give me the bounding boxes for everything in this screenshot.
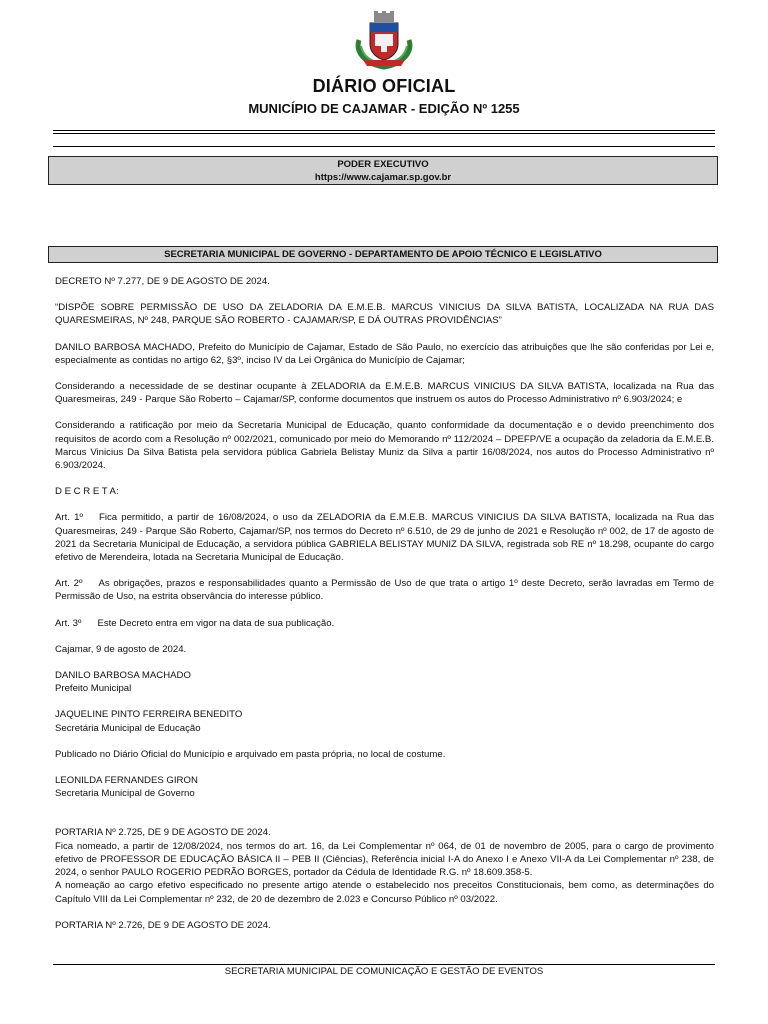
article-text: Este Decreto entra em vigor na data de sua publicação. bbox=[97, 617, 335, 629]
portaria-heading: PORTARIA Nº 2.726, DE 9 DE AGOSTO DE 2024. bbox=[55, 919, 271, 931]
document-body bbox=[55, 275, 714, 932]
header-divider bbox=[53, 130, 715, 131]
decree-considering-1: Considerando a necessidade de se destinar ocupante à ZELADORIA da E.M.E.B. MARCUS VINICIUS DA SILVA BATISTA, localizada na Rua das Quaresmeiras, 249 - Parque São Roberto – Cajamar/SP, conforme documentos que instruem os autos do Processo Administrativo nº 6.903/2024; e bbox=[55, 381, 714, 406]
spacer bbox=[55, 813, 714, 826]
decree-preamble: DANILO BARBOSA MACHADO, Prefeito do Município de Cajamar, Estado de São Paulo, no exercício das atribuições que lhe são conferidas por Lei e, especialmente as contidas no artigo 62, §3º, inciso IV da Lei Orgânica do Município de Cajamar; bbox=[55, 341, 714, 366]
article-text: Fica permitido, a partir de 16/08/2024, o uso da ZELADORIA da E.M.E.B. MARCUS VINICIUS DA SILVA BATISTA, localizada na Rua das Quaresmeiras, 249 - Parque São Roberto, Cajamar/SP, nos termos do Decreto nº 6.510, de 29 de junho de 2021 e Resolução nº 002, de 17 de agosto de 2021 da Secretaria Municipal de Educação, a servidora pública GABRIELA BELISTAY MUNIZ DA SILVA, registrada sob RE nº 18.298, ocupante do cargo efetivo de Merendeira, lotada na Secretaria Municipal de Educação. bbox=[55, 512, 714, 564]
article-label: Art. 2º bbox=[55, 578, 83, 590]
decree-heading: DECRETO Nº 7.277, DE 9 DE AGOSTO DE 2024. bbox=[55, 276, 270, 287]
signatory-name: JAQUELINE PINTO FERREIRA BENEDITO bbox=[55, 709, 243, 721]
footer-divider bbox=[53, 964, 715, 965]
executive-power-label: PODER EXECUTIVO bbox=[337, 159, 429, 170]
page-title: DIÁRIO OFICIAL bbox=[312, 76, 456, 96]
decree-considering-2: Considerando a ratificação por meio da Secretaria Municipal de Educação, quanto conformidade da documentação e o devido preenchimento dos requisitos de acordo com a Resolução nº 002/2021, comunicado por meio do Memorando nº 112/2024 – DPEFP/VE a ocupação da zeladoria da E.M.E.B. Marcus Vinicius Da Silva Batista pela servidora pública Gabriela Belistay Muniz da Silva a partir 16/08/2024, nos autos do Processo Administrativo nº 6.903/2024. bbox=[55, 420, 714, 472]
header-divider bbox=[53, 146, 715, 147]
decree-article-1 bbox=[55, 511, 714, 564]
section-header-label: SECRETARIA MUNICIPAL DE GOVERNO - DEPARTAMENTO DE APOIO TÉCNICO E LEGISLATIVO bbox=[164, 249, 602, 260]
municipal-coat-of-arms-icon bbox=[351, 10, 417, 70]
signatory-name: DANILO BARBOSA MACHADO bbox=[55, 670, 191, 682]
article-text: As obrigações, prazos e responsabilidades quanto a Permissão de Uso de que trata o artigo 1º deste Decreto, serão lavradas em Termo de Permissão de Uso, na estrita observância do interesse público. bbox=[55, 578, 714, 603]
portaria-text: A nomeação ao cargo efetivo especificado no presente artigo atende o estabelecido nos preceitos Constitucionais, bem como, as determinações do Capítulo VIII da Lei Complementar nº 232, de 20 de dezembro de 2.023 e Concurso Público nº 03/2022. bbox=[55, 880, 714, 905]
decree-article-3 bbox=[55, 617, 714, 630]
article-label: Art. 1º bbox=[55, 512, 83, 524]
portaria-text: Fica nomeado, a partir de 12/08/2024, nos termos do art. 16, da Lei Complementar nº 064, de 01 de novembro de 2005, para o cargo de provimento efetivo de PROFESSOR DE EDUCAÇÃO BÁSICA II – PEB II (Ciências), Referência inicial I-A do Anexo I e Anexo VII-A da Lei Complementar nº 238, de 2024, o senhor PAULO ROGERIO PEDRÃO BORGES, portador da Cédula de Identidade R.G. nº 18.609.358-5. bbox=[55, 840, 714, 879]
edition-subtitle: MUNICÍPIO DE CAJAMAR - EDIÇÃO Nº 1255 bbox=[248, 101, 520, 116]
signatory-name: LEONILDA FERNANDES GIRON bbox=[55, 775, 198, 787]
decree-ementa: “DISPÕE SOBRE PERMISSÃO DE USO DA ZELADORIA DA E.M.E.B. MARCUS VINICIUS DA SILVA BATISTA, LOCALIZADA NA RUA DAS QUARESMEIRAS, Nº 248, PARQUE SÃO ROBERTO - CAJAMAR/SP, E DÁ OUTRAS PROVIDÊNCIAS” bbox=[55, 302, 714, 327]
footer-label: SECRETARIA MUNICIPAL DE COMUNICAÇÃO E GESTÃO DE EVENTOS bbox=[224, 966, 544, 977]
portaria-heading: PORTARIA Nº 2.725, DE 9 DE AGOSTO DE 2024. bbox=[55, 827, 271, 839]
decree-article-2 bbox=[55, 577, 714, 603]
signatory-role: Secretária Municipal de Educação bbox=[55, 722, 201, 734]
place-date: Cajamar, 9 de agosto de 2024. bbox=[55, 643, 187, 655]
publication-note: Publicado no Diário Oficial do Município e arquivado em pasta própria, no local de costume. bbox=[55, 748, 446, 760]
website-link[interactable]: https://www.cajamar.sp.gov.br bbox=[314, 172, 452, 183]
signatory-role: Prefeito Municipal bbox=[55, 683, 132, 695]
section-header-box bbox=[48, 246, 718, 263]
executive-power-box bbox=[48, 156, 718, 185]
article-label: Art. 3º bbox=[55, 617, 82, 629]
decree-decreta: D E C R E T A: bbox=[55, 486, 119, 498]
header-divider bbox=[53, 133, 715, 134]
signatory-role: Secretaria Municipal de Governo bbox=[55, 788, 195, 800]
